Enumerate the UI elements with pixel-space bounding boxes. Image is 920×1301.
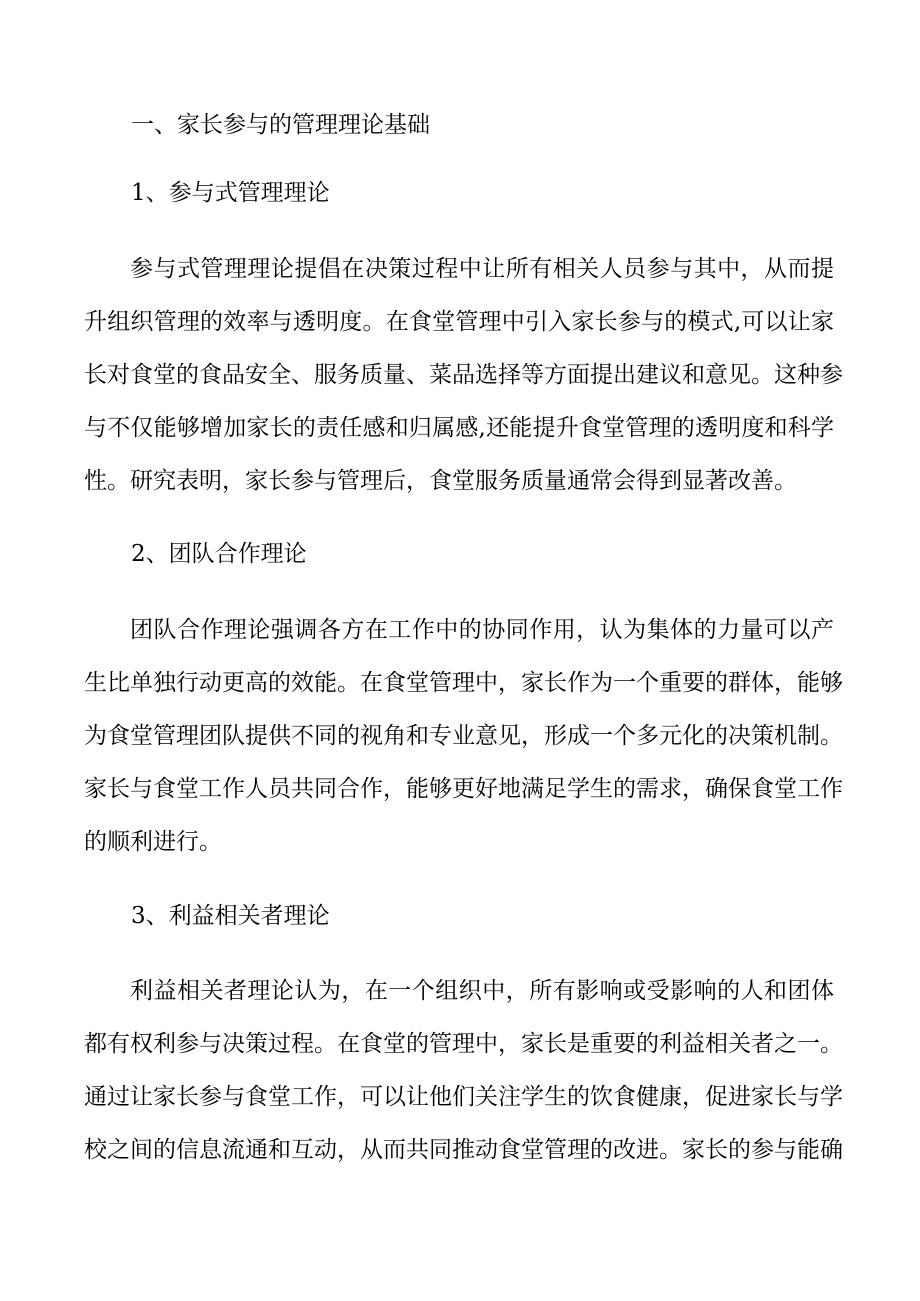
subsection-heading-participatory-management: 1、参与式管理理论	[131, 180, 330, 206]
paragraph-line: 生比单独行动更高的效能。在食堂管理中，家长作为一个重要的群体，能够	[84, 670, 843, 696]
paragraph-line: 参与式管理理论提倡在决策过程中让所有相关人员参与其中，从而提	[130, 256, 834, 282]
subsection-heading-teamwork: 2、团队合作理论	[131, 541, 307, 567]
paragraph-line: 的顺利进行。	[84, 829, 222, 855]
paragraph-line: 长对食堂的食品安全、服务质量、菜品选择等方面提出建议和意见。这种参	[84, 362, 843, 388]
paragraph-stakeholder	[84, 976, 843, 1188]
paragraph-line: 升组织管理的效率与透明度。在食堂管理中引入家长参与的模式,可以让家	[84, 309, 834, 335]
paragraph-line: 通过让家长参与食堂工作，可以让他们关注学生的饮食健康，促进家长与学	[84, 1084, 843, 1110]
paragraph-line: 团队合作理论强调各方在工作中的协同作用，认为集体的力量可以产	[130, 617, 834, 643]
paragraph-line: 性。研究表明，家长参与管理后，食堂服务质量通常会得到显著改善。	[84, 468, 797, 494]
paragraph-line: 为食堂管理团队提供不同的视角和专业意见，形成一个多元化的决策机制。	[84, 723, 843, 749]
paragraph-line: 都有权利参与决策过程。在食堂的管理中，家长是重要的利益相关者之一。	[84, 1031, 843, 1057]
paragraph-participatory-management	[84, 254, 843, 519]
section-title: 一、家长参与的管理理论基础	[131, 112, 430, 138]
paragraph-line: 校之间的信息流通和互动，从而共同推动食堂管理的改进。家长的参与能确	[84, 1137, 843, 1163]
paragraph-line: 利益相关者理论认为，在一个组织中，所有影响或受影响的人和团体	[130, 978, 834, 1004]
paragraph-line: 与不仅能够增加家长的责任感和归属感,还能提升食堂管理的透明度和科学	[84, 415, 834, 441]
paragraph-teamwork	[84, 615, 843, 880]
subsection-heading-stakeholder: 3、利益相关者理论	[131, 903, 330, 929]
paragraph-line: 家长与食堂工作人员共同合作，能够更好地满足学生的需求，确保食堂工作	[84, 776, 843, 802]
